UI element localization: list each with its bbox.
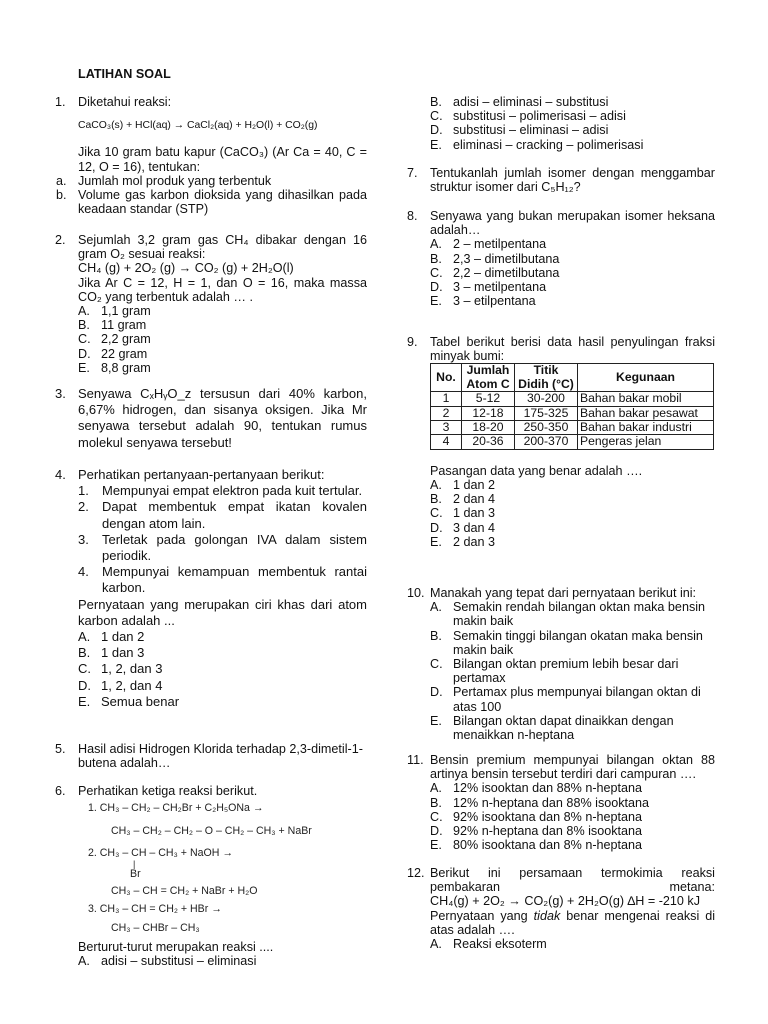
option-text: 2 dan 3: [453, 534, 496, 549]
reaction-2-substituent: Br: [130, 868, 141, 880]
table-cell: 30-200: [515, 392, 578, 406]
options-list: [78, 629, 367, 710]
option[interactable]: [430, 521, 715, 535]
question-stem: Perhatikan pertanyaan-pertanyaan berikut:: [78, 467, 325, 482]
table-cell: 20-36: [462, 435, 515, 449]
question-text: Pernyataan yang merupakan ciri khas dari atom karbon adalah ...: [78, 596, 367, 628]
option-text: 8,8 gram: [101, 360, 151, 375]
option-label: E.: [430, 534, 442, 549]
option-text: 3 – etilpentana: [453, 294, 536, 309]
sub-question-a: a. Jumlah mol produk yang terbentuk: [56, 173, 272, 188]
question-6: [55, 784, 367, 798]
option[interactable]: [430, 280, 715, 294]
question-number: 9.: [407, 335, 418, 349]
option-label: B.: [430, 628, 442, 643]
question-6-continued: [407, 95, 715, 152]
table-cell: 5-12: [462, 392, 515, 406]
question-text: Berturut-turut merupakan reaksi ....: [78, 940, 274, 954]
option[interactable]: [430, 781, 715, 795]
option-text: Semakin tinggi bilangan okatan maka bensin makin baik: [453, 628, 703, 657]
option-text: 3 dan 4: [453, 520, 496, 535]
question-number: 11.: [407, 753, 424, 767]
question-7: [407, 166, 715, 194]
question-stem: Hasil adisi Hidrogen Klorida terhadap 2,3-dimetil-1-butena adalah…: [78, 742, 363, 771]
statement-text: Mempunyai kemampuan membentuk rantai karbon.: [102, 564, 367, 596]
column-header: Kegunaan: [578, 364, 714, 392]
option-text: 3 – metilpentana: [453, 280, 547, 295]
option-label: D.: [78, 346, 91, 361]
column-header: No.: [431, 364, 462, 392]
statement-number: 1.: [78, 483, 89, 499]
table-cell: 12-18: [462, 406, 515, 420]
option-text: 1 dan 3: [101, 645, 145, 661]
option-label: A.: [430, 937, 442, 952]
option[interactable]: [430, 838, 715, 852]
question-stem: Tabel berikut berisi data hasil penyulingan fraksi minyak bumi:: [430, 335, 715, 364]
question-number: 12.: [407, 866, 425, 880]
question-stem: Diketahui reaksi:: [78, 95, 172, 109]
option-label: B.: [430, 492, 442, 507]
statement-item: [78, 532, 367, 564]
table-header-row: [431, 364, 714, 392]
option[interactable]: [78, 645, 367, 661]
reaction-1-products: CH₃ – CH₂ – CH₂ – O – CH₂ – CH₃ + NaBr: [111, 825, 312, 837]
table-cell: 175-325: [515, 406, 578, 420]
option-text: 92% isooktana dan 8% n-heptana: [453, 809, 643, 824]
option-label: E.: [430, 294, 442, 309]
option[interactable]: [430, 714, 715, 742]
option[interactable]: [430, 492, 715, 506]
question-number: 6.: [55, 784, 66, 798]
option[interactable]: [430, 478, 715, 492]
table-cell: 18-20: [462, 421, 515, 435]
option-text: substitusi – eliminasi – adisi: [453, 123, 609, 138]
options-list: [78, 304, 367, 375]
option-label: D.: [430, 123, 443, 138]
option-label: D.: [430, 280, 443, 295]
question-text: Pasangan data yang benar adalah ….: [430, 463, 643, 478]
option-label: A.: [78, 954, 90, 969]
option-text: 2,2 – dimetilbutana: [453, 265, 560, 280]
option[interactable]: [430, 294, 715, 308]
options-list: [430, 478, 715, 549]
question-stem: Sejumlah 3,2 gram gas CH₄ dibakar dengan 16 gram O₂ sesuai reaksi:: [78, 233, 367, 262]
table-row: [431, 406, 714, 420]
option[interactable]: [430, 796, 715, 810]
question-2: [55, 233, 367, 375]
question-stem: Manakah yang tepat dari pernyataan berikut ini:: [430, 586, 697, 600]
question-11: [407, 753, 715, 852]
option-label: D.: [430, 685, 443, 700]
question-number: 3.: [55, 386, 66, 401]
question-stem: Berikut ini persamaan termokimia reaksi pembakaran metana:: [430, 866, 715, 895]
option-label: C.: [430, 809, 443, 824]
statement-item: [78, 564, 367, 596]
question-5: [55, 742, 367, 770]
question-12: [407, 866, 715, 951]
question-1: [55, 95, 367, 216]
table-cell: 1: [431, 392, 462, 406]
option[interactable]: [430, 95, 715, 109]
options-list: [430, 95, 715, 152]
table-cell: Bahan bakar pesawat: [578, 406, 714, 420]
option-text: 22 gram: [101, 346, 148, 361]
question-number: 8.: [407, 209, 418, 223]
table-cell: 200-370: [515, 435, 578, 449]
statement-item: [78, 483, 367, 499]
option-label: A.: [430, 600, 442, 615]
option[interactable]: [430, 535, 715, 549]
option[interactable]: [78, 304, 367, 318]
options-list: [430, 937, 715, 951]
statement-text: Dapat membentuk empat ikatan kovalen dengan atom lain.: [102, 499, 367, 531]
table-row: [431, 392, 714, 406]
option-label: E.: [78, 693, 91, 709]
option[interactable]: [430, 824, 715, 838]
option[interactable]: [430, 629, 715, 657]
option[interactable]: [78, 347, 367, 361]
option[interactable]: [430, 810, 715, 824]
table-cell: Pengeras jelan: [578, 435, 714, 449]
option-text: Bilangan oktan dapat dinaikkan dengan menaikkan n-heptana: [453, 713, 674, 743]
option[interactable]: [430, 600, 715, 628]
option[interactable]: [78, 361, 367, 375]
option[interactable]: [78, 661, 367, 677]
options-list: [430, 600, 715, 742]
option-label: D.: [430, 824, 443, 839]
option-text: substitusi – polimerisasi – adisi: [453, 109, 626, 124]
question-stem: Perhatikan ketiga reaksi berikut.: [78, 784, 258, 798]
table-cell: Bahan bakar mobil: [578, 392, 714, 406]
statement-text: Mempunyai empat elektron pada kuit tertular.: [102, 483, 363, 499]
question-6-prompt: [55, 940, 367, 968]
option[interactable]: [430, 237, 715, 251]
reaction-equation: CaCO₃(s) + HCl(aq) → CaCl₂(aq) + H₂O(l) + CO₂(g): [78, 120, 318, 132]
question-number: 4.: [55, 467, 66, 482]
question-stem: Bensin premium mempunyai bilangan oktan 88 artinya bensin tersebut terdiri dari campuran ….: [430, 753, 715, 782]
branch-bond: |: [133, 859, 136, 869]
option-label: B.: [430, 795, 442, 810]
option-label: B.: [78, 645, 91, 661]
question-8: [407, 209, 715, 308]
option-label: C.: [430, 657, 443, 672]
option-label: A.: [78, 629, 91, 645]
option-label: D.: [430, 520, 443, 535]
question-number: 2.: [55, 233, 66, 247]
statement-item: [78, 499, 367, 531]
option-label: B.: [430, 95, 442, 109]
option-label: A.: [430, 237, 442, 252]
question-stem: Senyawa yang bukan merupakan isomer heksana adalah…: [430, 209, 715, 238]
option-text: 1 dan 2: [453, 478, 496, 493]
reaction-2-reactants: 2. CH₃ – CH – CH₃ + NaOH →: [88, 847, 233, 859]
option-label: C.: [78, 661, 91, 677]
table-row: [431, 421, 714, 435]
option-label: A.: [78, 304, 90, 319]
option-label: E.: [430, 137, 442, 152]
question-3: [55, 386, 367, 451]
reaction-3-products: CH₃ – CHBr – CH₃: [111, 922, 200, 934]
option[interactable]: [430, 506, 715, 520]
option[interactable]: [78, 332, 367, 346]
option[interactable]: [78, 954, 367, 968]
option[interactable]: [430, 252, 715, 266]
option-label: E.: [430, 838, 442, 853]
question-stem: Tentukanlah jumlah isomer dengan menggambar struktur isomer dari C₅H₁₂?: [430, 166, 715, 195]
statement-text: Terletak pada golongan IVA dalam sistem periodik.: [102, 531, 367, 564]
option[interactable]: [78, 318, 367, 332]
question-number: 5.: [55, 742, 66, 756]
option-text: 1, 2, dan 4: [101, 677, 163, 693]
question-text: Jika Ar C = 12, H = 1, dan O = 16, maka massa CO₂ yang terbentuk adalah … .: [78, 275, 367, 304]
option[interactable]: [430, 109, 715, 123]
option[interactable]: [430, 138, 715, 152]
options-list: [430, 781, 715, 852]
question-number: 7.: [407, 166, 418, 180]
option-text: Pertamax plus mempunyai bilangan oktan di atas 100: [453, 685, 701, 714]
statement-number: 4.: [78, 564, 89, 580]
option-text: eliminasi – cracking – polimerisasi: [453, 137, 644, 152]
option-text: 12% n-heptana dan 88% isooktana: [453, 795, 650, 810]
question-number: 10.: [407, 586, 425, 600]
reaction-equation: CH₄ (g) + 2O₂ (g) → CO₂ (g) + 2H₂O(l): [78, 261, 294, 276]
option[interactable]: [430, 266, 715, 280]
option[interactable]: [78, 629, 367, 645]
option-label: B.: [78, 318, 90, 333]
question-number: 1.: [55, 95, 66, 109]
option-text: 92% n-heptana dan 8% isooktana: [453, 824, 643, 839]
page-title: LATIHAN SOAL: [78, 67, 171, 81]
statement-list: [78, 483, 367, 596]
table-row: [431, 435, 714, 449]
option[interactable]: [430, 685, 715, 713]
option-label: E.: [78, 360, 90, 375]
option-label: C.: [430, 506, 443, 521]
table-cell: 250-350: [515, 421, 578, 435]
option-text: 2,2 gram: [101, 332, 151, 347]
option-text: adisi – substitusi – eliminasi: [101, 954, 257, 969]
option-label: A.: [430, 478, 442, 493]
option-text: Reaksi eksoterm: [453, 937, 547, 952]
option-label: C.: [78, 332, 91, 347]
option[interactable]: [430, 123, 715, 137]
statement-number: 3.: [78, 531, 89, 547]
option[interactable]: [78, 694, 367, 710]
statement-number: 2.: [78, 499, 89, 515]
option-label: D.: [78, 677, 91, 693]
option-text: 1 dan 3: [453, 506, 496, 521]
option-text: 80% isooktana dan 8% n-heptana: [453, 838, 643, 853]
option-text: 2 – metilpentana: [453, 237, 547, 252]
option-label: B.: [430, 251, 442, 266]
column-header: Jumlah Atom C: [462, 364, 515, 392]
option-text: 2 dan 4: [453, 492, 496, 507]
option-label: C.: [430, 265, 443, 280]
option-label: C.: [430, 109, 443, 124]
option[interactable]: [430, 657, 715, 685]
option[interactable]: [430, 937, 715, 951]
option-text: 1, 2, dan 3: [101, 661, 163, 677]
question-10: [407, 586, 715, 742]
question-text: Jika 10 gram batu kapur (CaCO₃) (Ar Ca = 40, C = 12, O = 16), tentukan:: [78, 145, 367, 174]
option-text: Semakin rendah bilangan oktan maka bensin makin baik: [453, 600, 706, 629]
option-text: 2,3 – dimetilbutana: [453, 251, 560, 266]
table-cell: Bahan bakar industri: [578, 421, 714, 435]
option[interactable]: [78, 678, 367, 694]
option-text: 11 gram: [101, 318, 147, 333]
question-4: [55, 467, 367, 710]
table-cell: 3: [431, 421, 462, 435]
option-text: adisi – eliminasi – substitusi: [453, 95, 609, 109]
question-9: [407, 335, 715, 549]
option-text: 1,1 gram: [101, 304, 151, 319]
option-text: Bilangan oktan premium lebih besar dari pertamax: [453, 657, 679, 686]
option-text: Semua benar: [101, 693, 180, 709]
question-stem: Senyawa CₓHᵧO_z tersusun dari 40% karbon, 6,67% hidrogen, dan sisanya oksigen. Jika Mr senyawa tersebut adalah 90, tentukan rumus molekul senyawa tersebut!: [78, 386, 367, 450]
reaction-2-products: CH₃ – CH = CH₂ + NaBr + H₂O: [111, 885, 258, 897]
reaction-3-reactants: 3. CH₃ – CH = CH₂ + HBr →: [88, 903, 222, 915]
table-cell: 2: [431, 406, 462, 420]
question-text: Pernyataan yang tidak benar mengenai reaksi di atas adalah ….: [430, 908, 716, 937]
option-label: A.: [430, 781, 442, 796]
reaction-1-reactants: 1. CH₃ – CH₂ – CH₂Br + C₂H₅ONa →: [88, 802, 264, 814]
option-label: E.: [430, 713, 442, 728]
column-header: Titik Didih (°C): [515, 364, 578, 392]
reaction-equation: CH₄(g) + 2O₂ → CO₂(g) + 2H₂O(g) ∆H = -210 kJ: [430, 894, 701, 909]
options-list: [430, 237, 715, 308]
option-text: 1 dan 2: [101, 629, 145, 645]
distillation-table: [430, 363, 714, 449]
sub-question-b: b. Volume gas karbon dioksida yang dihasilkan pada keadaan standar (STP): [56, 188, 367, 217]
table-cell: 4: [431, 435, 462, 449]
option-text: 12% isooktan dan 88% n-heptana: [453, 781, 643, 796]
